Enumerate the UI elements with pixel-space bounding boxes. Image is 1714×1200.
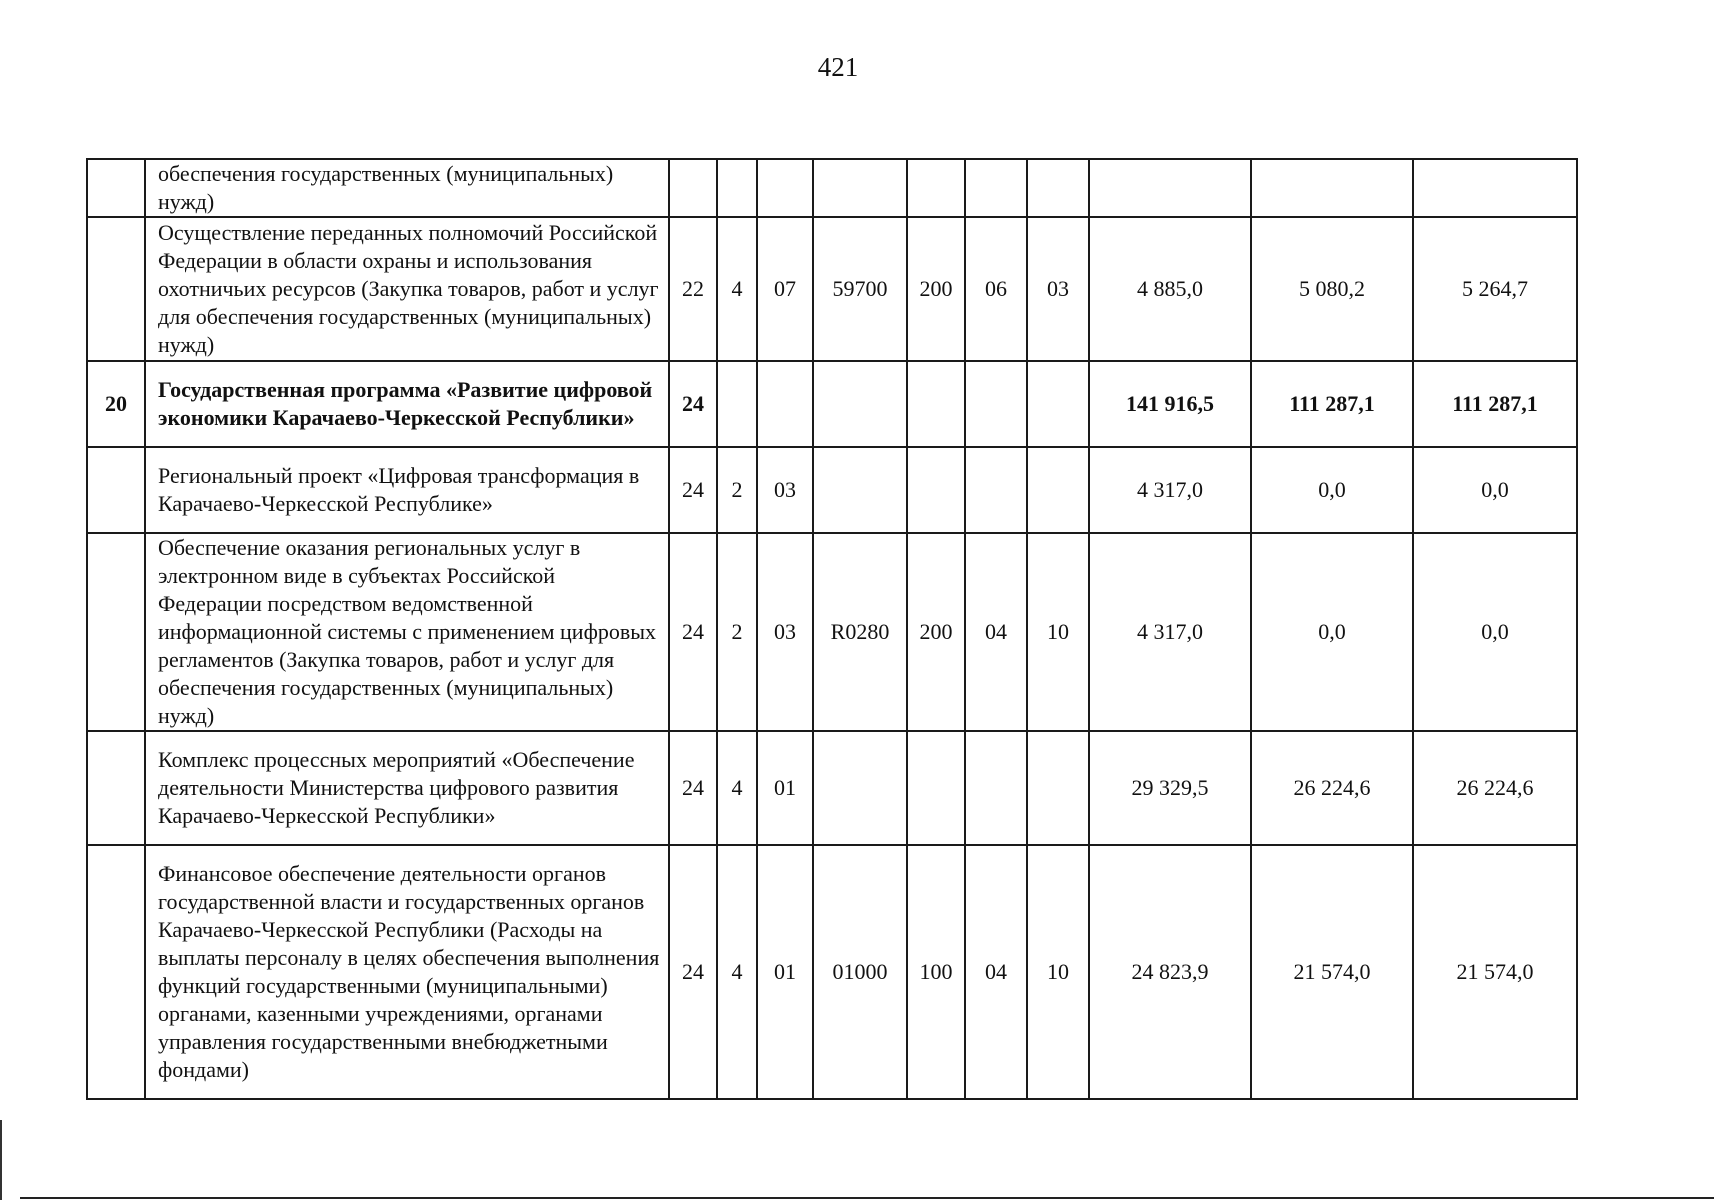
amount-year-3: 26 224,6	[1413, 731, 1577, 845]
code-ministry	[669, 159, 717, 217]
table-row	[87, 845, 1577, 1099]
code-type: 2	[717, 533, 757, 731]
code-direction: 01000	[813, 845, 907, 1099]
code-ministry: 24	[669, 533, 717, 731]
amount-year-2: 111 287,1	[1251, 361, 1413, 447]
code-structure: 07	[757, 217, 813, 361]
code-subsection: 03	[1027, 217, 1089, 361]
row-number	[87, 447, 145, 533]
row-number	[87, 533, 145, 731]
table-body	[87, 159, 1577, 1099]
amount-year-1: 4 317,0	[1089, 533, 1251, 731]
code-ministry: 24	[669, 845, 717, 1099]
table-row	[87, 217, 1577, 361]
code-expense-type	[907, 447, 965, 533]
amount-year-3: 21 574,0	[1413, 845, 1577, 1099]
code-expense-type: 200	[907, 533, 965, 731]
code-direction	[813, 447, 907, 533]
code-structure: 03	[757, 447, 813, 533]
scan-edge-mark	[0, 1120, 2, 1200]
row-number	[87, 159, 145, 217]
code-type: 4	[717, 845, 757, 1099]
code-type	[717, 361, 757, 447]
budget-table	[86, 158, 1578, 1100]
code-structure	[757, 159, 813, 217]
table-row	[87, 159, 1577, 217]
code-section	[965, 361, 1027, 447]
code-expense-type	[907, 731, 965, 845]
row-number	[87, 217, 145, 361]
amount-year-1	[1089, 159, 1251, 217]
code-structure: 03	[757, 533, 813, 731]
amount-year-3: 0,0	[1413, 533, 1577, 731]
amount-year-2: 0,0	[1251, 533, 1413, 731]
amount-year-3	[1413, 159, 1577, 217]
code-section: 04	[965, 845, 1027, 1099]
code-expense-type: 200	[907, 217, 965, 361]
code-direction	[813, 361, 907, 447]
table-row-program	[87, 361, 1577, 447]
amount-year-1: 4 885,0	[1089, 217, 1251, 361]
code-type: 4	[717, 731, 757, 845]
code-subsection	[1027, 731, 1089, 845]
code-direction	[813, 731, 907, 845]
code-structure: 01	[757, 731, 813, 845]
code-section: 06	[965, 217, 1027, 361]
code-subsection	[1027, 447, 1089, 533]
code-direction: 59700	[813, 217, 907, 361]
code-section	[965, 447, 1027, 533]
code-subsection	[1027, 361, 1089, 447]
table-row	[87, 731, 1577, 845]
code-direction: R0280	[813, 533, 907, 731]
row-number: 20	[87, 361, 145, 447]
code-expense-type	[907, 159, 965, 217]
code-section	[965, 731, 1027, 845]
code-direction	[813, 159, 907, 217]
amount-year-1: 141 916,5	[1089, 361, 1251, 447]
amount-year-2: 0,0	[1251, 447, 1413, 533]
row-name: Обеспечение оказания региональных услуг в электронном виде в субъектах Российской Федерации посредством ведомственной информационной системы с применением цифровых регламентов (Закупка товаров, работ и услуг для обеспечения государственных (муниципальных) нужд)	[145, 533, 669, 731]
row-name: Государственная программа «Развитие цифровой экономики Карачаево-Черкесской Республики»	[145, 361, 669, 447]
page-number: 421	[817, 52, 859, 82]
row-name: Осуществление переданных полномочий Российской Федерации в области охраны и использования охотничьих ресурсов (Закупка товаров, работ и услуг для обеспечения государственных (муниципальных) нужд)	[145, 217, 669, 361]
row-number	[87, 731, 145, 845]
code-expense-type	[907, 361, 965, 447]
code-ministry: 24	[669, 447, 717, 533]
row-name: Региональный проект «Цифровая трансформация в Карачаево-Черкесской Республике»	[145, 447, 669, 533]
amount-year-1: 4 317,0	[1089, 447, 1251, 533]
amount-year-2: 5 080,2	[1251, 217, 1413, 361]
code-section	[965, 159, 1027, 217]
table-row	[87, 447, 1577, 533]
code-subsection	[1027, 159, 1089, 217]
code-structure	[757, 361, 813, 447]
code-structure: 01	[757, 845, 813, 1099]
amount-year-1: 24 823,9	[1089, 845, 1251, 1099]
code-subsection: 10	[1027, 533, 1089, 731]
code-expense-type: 100	[907, 845, 965, 1099]
amount-year-3: 5 264,7	[1413, 217, 1577, 361]
row-name: Финансовое обеспечение деятельности органов государственной власти и государственных органов Карачаево-Черкесской Республики (Расходы на выплаты персоналу в целях обеспечения выполнения функций государственными (муниципальными) органами, казенными учреждениями, органами управления государственными внебюджетными фондами)	[145, 845, 669, 1099]
amount-year-1: 29 329,5	[1089, 731, 1251, 845]
amount-year-3: 0,0	[1413, 447, 1577, 533]
row-name: Комплекс процессных мероприятий «Обеспечение деятельности Министерства цифрового развития Карачаево-Черкесской Республики»	[145, 731, 669, 845]
amount-year-2	[1251, 159, 1413, 217]
table-row	[87, 533, 1577, 731]
row-name: обеспечения государственных (муниципальных) нужд)	[145, 159, 669, 217]
code-subsection: 10	[1027, 845, 1089, 1099]
code-section: 04	[965, 533, 1027, 731]
code-ministry: 24	[669, 361, 717, 447]
code-type: 2	[717, 447, 757, 533]
code-ministry: 22	[669, 217, 717, 361]
bottom-rule	[20, 1197, 1714, 1199]
code-type	[717, 159, 757, 217]
code-type: 4	[717, 217, 757, 361]
amount-year-3: 111 287,1	[1413, 361, 1577, 447]
amount-year-2: 26 224,6	[1251, 731, 1413, 845]
row-number	[87, 845, 145, 1099]
code-ministry: 24	[669, 731, 717, 845]
amount-year-2: 21 574,0	[1251, 845, 1413, 1099]
